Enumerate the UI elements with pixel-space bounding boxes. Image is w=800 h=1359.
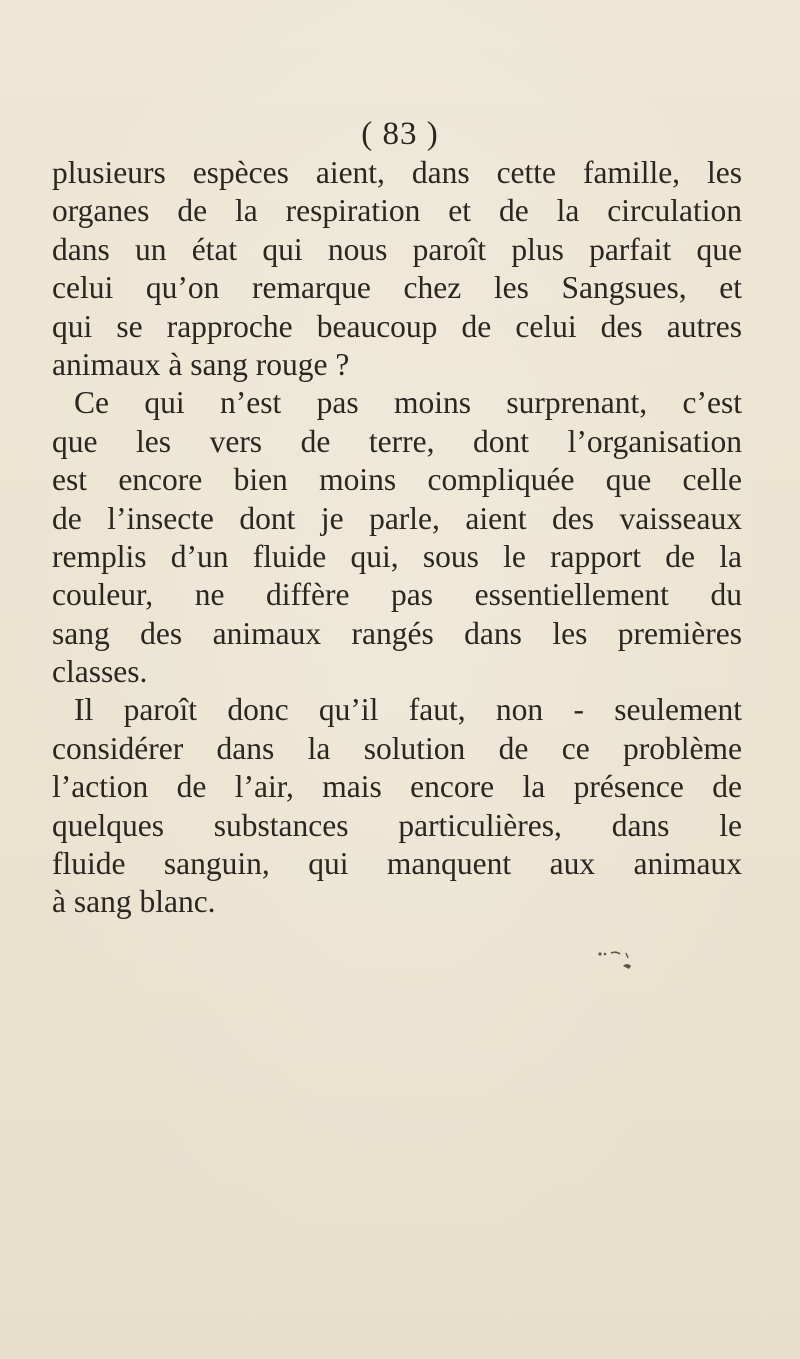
- text-line: remplis d’un fluide qui, sous le rapport de la: [52, 538, 742, 574]
- text-line: celui qu’on remarque chez les Sangsues, et: [52, 270, 742, 306]
- ink-speck-mark: [596, 948, 636, 978]
- text-line: qui se rapproche beaucoup de celui des autres: [52, 308, 742, 344]
- text-line: de l’insecte dont je parle, aient des vaisseaux: [52, 500, 742, 536]
- text-line: Ce qui n’est pas moins surprenant, c’est: [74, 385, 742, 421]
- text-line: l’action de l’air, mais encore la présence de: [52, 769, 742, 805]
- text-line: classes.: [52, 654, 148, 690]
- text-line: sang des animaux rangés dans les premières: [52, 615, 742, 651]
- text-line: animaux à sang rouge ?: [52, 346, 350, 382]
- text-line: est encore bien moins compliquée que celle: [52, 462, 742, 498]
- text-line: à sang blanc.: [52, 884, 216, 920]
- text-line: organes de la respiration et de la circulation: [52, 193, 742, 229]
- body-text: [52, 154, 742, 922]
- text-line: fluide sanguin, qui manquent aux animaux: [52, 846, 742, 882]
- page-number: ( 83 ): [361, 116, 439, 152]
- text-line: plusieurs espèces aient, dans cette famille, les: [52, 155, 742, 190]
- text-line: que les vers de terre, dont l’organisation: [52, 423, 742, 459]
- text-line: Il paroît donc qu’il faut, non - seulement: [74, 692, 742, 728]
- text-line: quelques substances particulières, dans le: [52, 807, 742, 843]
- text-line: considérer dans la solution de ce problème: [52, 730, 742, 766]
- text-line: dans un état qui nous paroît plus parfait que: [52, 231, 742, 267]
- text-line: couleur, ne diffère pas essentiellement du: [52, 577, 742, 613]
